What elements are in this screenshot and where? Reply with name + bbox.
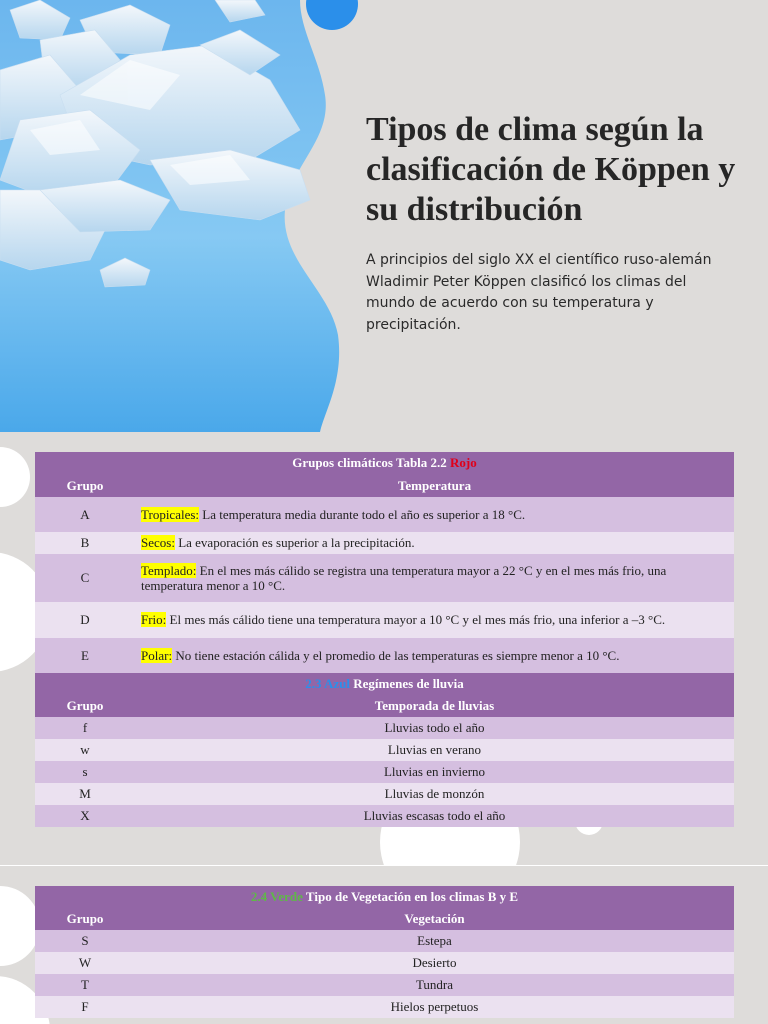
decorative-circle [0,447,30,507]
table-caption-row [35,673,734,695]
table-row [35,717,734,739]
group-description [135,532,734,554]
vegetation-text: Desierto [135,952,734,974]
group-label: Templado: [141,563,197,578]
column-header-group: Grupo [35,474,135,497]
group-text: La temperatura media durante todo el año es superior a 18 °C. [199,506,526,522]
table-row [35,602,734,638]
table-caption [35,673,734,695]
group-text: En el mes más cálido se registra una temperatura mayor a 22 °C y en el mes más frio, una temperatura menor a 10 °C. [141,563,667,593]
vegetation-code: S [35,930,135,952]
group-label: Frio: [141,612,167,627]
decorative-circle [0,886,40,966]
vegetation-text: Hielos perpetuos [135,996,734,1018]
climate-groups-table [35,452,734,674]
vegetation-text: Tundra [135,974,734,996]
table-row [35,783,734,805]
table-caption [35,452,734,474]
caption-prefix: 2.4 Verde [250,889,303,904]
table-row [35,532,734,554]
regime-text: Lluvias en invierno [135,761,734,783]
group-description [135,554,734,602]
table-header-row [35,908,734,930]
regime-code: s [35,761,135,783]
regime-code: f [35,717,135,739]
group-text: El mes más cálido tiene una temperatura mayor a 10 °C y el mes más frio, una inferior a –3 °C. [166,612,666,627]
vegetation-code: F [35,996,135,1018]
regime-text: Lluvias todo el año [135,717,734,739]
column-header-group: Grupo [35,908,135,930]
vegetation-text: Estepa [135,930,734,952]
table-header-row [35,474,734,497]
table-row [35,996,734,1018]
table-row [35,497,734,532]
caption-text: Grupos climáticos Tabla 2.2 [292,455,447,470]
group-code: C [35,554,135,602]
tables-slide [0,432,768,865]
group-label: Secos: [141,535,175,550]
table-row [35,554,734,602]
table-row [35,805,734,827]
group-code: B [35,532,135,554]
column-header-season: Temporada de lluvias [135,695,734,717]
slide-title: Tipos de clima según la clasificación de Köppen y su distribución [366,111,736,228]
table-caption [35,886,734,908]
group-label: Polar: [141,648,173,663]
group-description [135,602,734,638]
group-code: A [35,497,135,532]
slide-description: A principios del siglo XX el científico ruso-alemán Wladimir Peter Köppen clasificó los climas del mundo de acuerdo con su temperatura y precipitación. [366,252,712,333]
table-row [35,930,734,952]
column-header-vegetation: Vegetación [135,908,734,930]
vegetation-slide [0,866,768,1024]
table-row [35,638,734,674]
caption-color-word: Rojo [450,455,477,470]
table-row [35,761,734,783]
caption-prefix: 2.3 Azul [305,676,351,691]
group-label: Tropicales: [141,506,200,522]
group-description [135,497,734,532]
group-code: E [35,638,135,674]
column-header-group: Grupo [35,695,135,717]
vegetation-code: T [35,974,135,996]
table-caption-row [35,886,734,908]
regime-text: Lluvias en verano [135,739,734,761]
caption-text: Tipo de Vegetación en los climas B y E [302,889,519,904]
regime-text: Lluvias de monzón [135,783,734,805]
regime-text: Lluvias escasas todo el año [135,805,734,827]
table-caption-row [35,452,734,474]
group-text: La evaporación es superior a la precipitación. [174,535,415,550]
table-row [35,952,734,974]
vegetation-code: W [35,952,135,974]
title-slide [0,0,768,432]
regime-code: X [35,805,135,827]
rain-regimes-table [35,673,734,827]
regime-code: M [35,783,135,805]
regime-code: w [35,739,135,761]
column-header-temperature: Temperatura [135,474,734,497]
group-description [135,638,734,674]
table-header-row [35,695,734,717]
group-text: No tiene estación cálida y el promedio de las temperaturas es siempre menor a 10 °C. [172,648,620,663]
table-row [35,974,734,996]
group-code: D [35,602,135,638]
table-row [35,739,734,761]
vegetation-table [35,886,734,1018]
sky-clouds-image [0,0,400,432]
caption-text: Regímenes de lluvia [350,676,464,691]
